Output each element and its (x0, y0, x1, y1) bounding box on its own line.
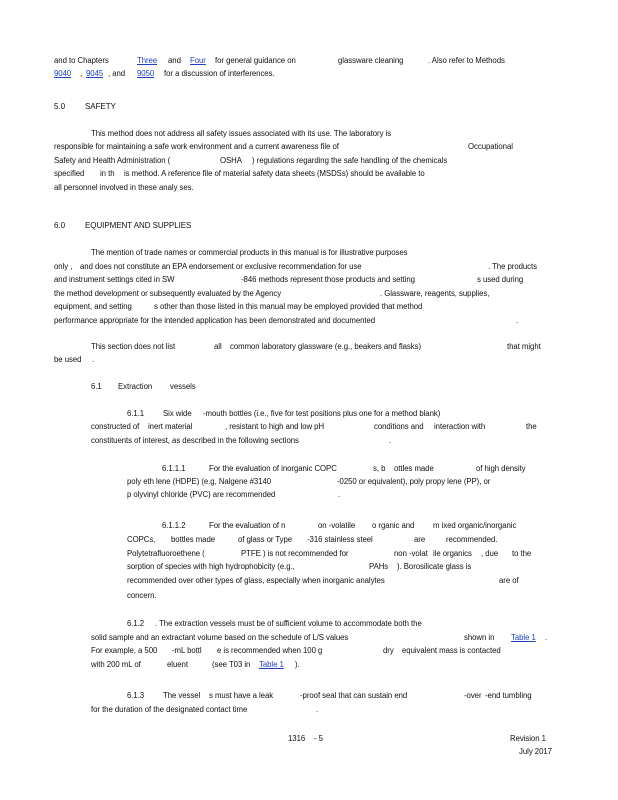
link-method-9045[interactable]: 9045 (86, 69, 104, 78)
s6112-line-1: 6.1.1.2 For the evaluation of n on -volatile o rganic and m ixed organic/inorganic (162, 521, 517, 530)
section-heading-safety: 5.0 SAFETY (54, 102, 116, 111)
s6111-line-1: 6.1.1.1 For the evaluation of inorganic COPC s, b ottles made of high density (162, 464, 526, 473)
equipment-p2-line-2: be used . (54, 355, 95, 364)
equipment-p1-line-5: equipment, and setting s other than those listed in this manual may be employed provided that method (54, 302, 423, 311)
intro-line-1: and to Chapters Three and Four for general guidance on glassware cleaning . Also refer to Methods (54, 56, 505, 65)
s6112-line-3: Polytetrafluoroethene ( PTFE ) is not recommended for non -volat ile organics , due to the (127, 549, 532, 558)
revision-date: July 2017 (519, 747, 552, 756)
equipment-p2-line-1: This section does not list all common laboratory glassware (e.g., beakers and flasks) that might (91, 342, 541, 351)
equipment-p1-line-6: performance appropriate for the intended application has been demonstrated and documented . (54, 316, 519, 325)
revision-label: Revision 1 (510, 734, 546, 743)
safety-line-4: specified in th is method. A reference file of material safety data sheets (MSDSs) should be available to (54, 169, 425, 178)
equipment-p1-line-2: only , and does not constitute an EPA endorsement or exclusive recommendation for use . The products (54, 262, 537, 271)
link-chapter-three[interactable]: Three (137, 56, 158, 65)
s6112-line-4: sorption of species with high hydrophobicity (e.g., PAHs ). Borosilicate glass is (127, 562, 472, 571)
link-method-9050[interactable]: 9050 (137, 69, 155, 78)
s612-line-4: with 200 mL of eluent (see T03 in Table 1 ). (91, 660, 300, 669)
equipment-p1-line-4: the method development or subsequently evaluated by the Agency . Glassware, reagents, supplies, (54, 289, 490, 298)
s6112-line-5: recommended over other types of glass, especially when inorganic analytes are of (127, 576, 519, 585)
link-chapter-four[interactable]: Four (190, 56, 206, 65)
s612-line-3: For example, a 500 -mL bottl e is recommended when 100 g dry equivalent mass is contacted (91, 646, 501, 655)
link-table-1-t03[interactable]: Table 1 (259, 660, 284, 669)
footer-line-1 (0, 733, 618, 745)
link-method-9040[interactable]: 9040 (54, 69, 72, 78)
intro-line-2: 9040 , 9045 , and 9050 for a discussion of interferences. (54, 69, 275, 78)
page-number: 1316 (288, 734, 306, 743)
s612-line-2: solid sample and an extractant volume based on the schedule of L/S values shown in Table 1 . (91, 633, 548, 642)
page-number-suffix: - 5 (314, 734, 323, 743)
s613-line-1: 6.1.3 The vessel s must have a leak -proof seal that can sustain end -over -end tumbling (127, 691, 532, 700)
safety-line-3: Safety and Health Administration ( OSHA ) regulations regarding the safe handling of the chemicals (54, 156, 448, 165)
subsection-heading-6-1: 6.1 Extraction vessels (91, 382, 196, 391)
safety-line-1: This method does not address all safety issues associated with its use. The laboratory is (91, 129, 392, 138)
s611-line-3: constituents of interest, as described in the following sections . (91, 436, 392, 445)
s6112-line-6: concern. (127, 591, 157, 600)
footer-line-2 (0, 746, 618, 758)
s611-line-2: constructed of inert material , resistant to high and low pH conditions and interaction with the (91, 422, 537, 431)
equipment-p1-line-1: The mention of trade names or commercial products in this manual is for illustrative purposes (91, 248, 408, 257)
s6111-line-3: p olyvinyl chloride (PVC) are recommended . (127, 490, 341, 499)
safety-line-2: responsible for maintaining a safe work environment and a current awareness file of Occupational (54, 142, 513, 151)
safety-line-5: all personnel involved in these analy ses. (54, 183, 194, 192)
link-table-1[interactable]: Table 1 (511, 633, 536, 642)
s6112-line-2: COPCs, bottles made of glass or Type -316 stainless steel are recommended. (127, 535, 498, 544)
equipment-p1-line-3: and instrument settings cited in SW -846 methods represent those products and setting s used during (54, 275, 524, 284)
s6111-line-2: poly eth lene (HDPE) (e.g, Nalgene #3140 -0250 or equivalent), poly propy lene (PP), or (127, 477, 491, 486)
s611-line-1: 6.1.1 Six wide -mouth bottles (i.e., five for test positions plus one for a method blank) (127, 409, 441, 418)
s612-line-1: 6.1.2 . The extraction vessels must be of sufficient volume to accommodate both the (127, 619, 422, 628)
section-heading-equipment: 6.0 EQUIPMENT AND SUPPLIES (54, 221, 192, 230)
s613-line-2: for the duration of the designated contact time . (91, 705, 319, 714)
